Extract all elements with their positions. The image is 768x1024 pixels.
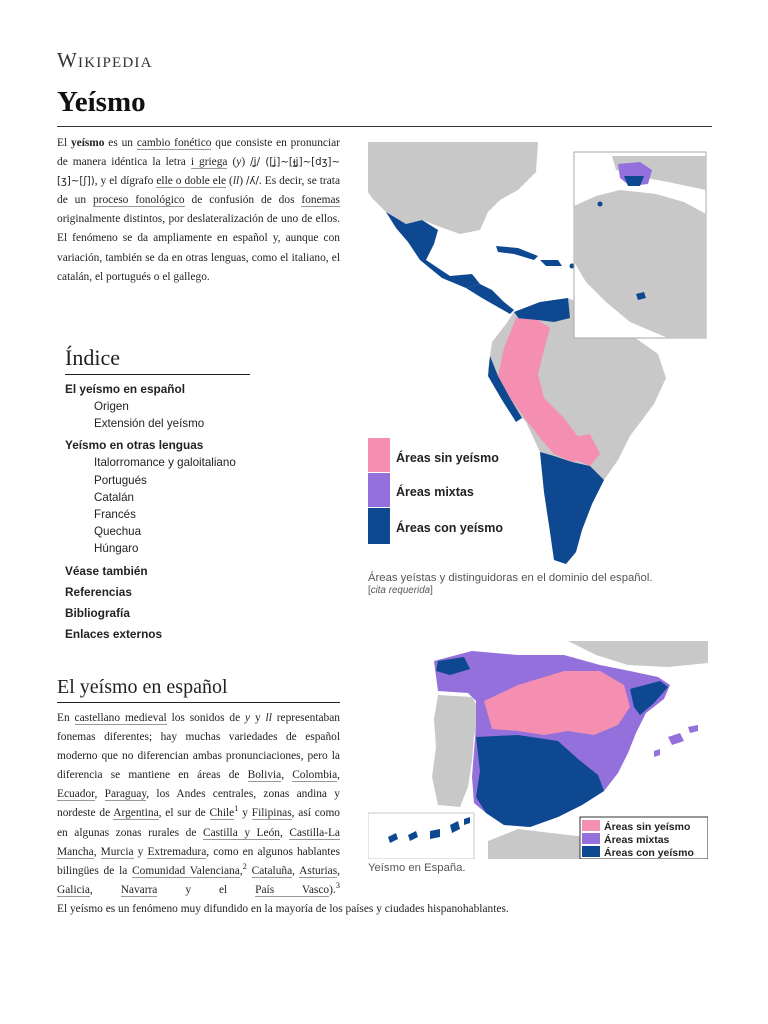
spain-yeismo-map[interactable] bbox=[368, 641, 708, 859]
link-pais-vasco[interactable]: País Vasco bbox=[255, 883, 330, 896]
link-chile[interactable]: Chile bbox=[209, 807, 235, 820]
link-cataluna[interactable]: Cataluña bbox=[251, 864, 293, 877]
link-paraguay[interactable]: Paraguay bbox=[104, 788, 147, 801]
link-castilla-y-leon[interactable]: Castilla y León bbox=[202, 826, 280, 839]
toc-heading: Índice bbox=[65, 345, 250, 375]
spain-legend-mixtas-swatch bbox=[582, 833, 600, 844]
link-fonemas[interactable]: fonemas bbox=[301, 194, 340, 207]
link-cambio-fonetico[interactable]: cambio fonético bbox=[136, 137, 212, 149]
ref-2[interactable]: 2 bbox=[242, 860, 247, 871]
page-title: Yeísmo bbox=[57, 86, 146, 118]
spain-legend-con-swatch bbox=[582, 846, 600, 857]
toc-subitem-hungaro[interactable]: Húngaro bbox=[94, 542, 139, 556]
link-castilla-la-mancha[interactable]: Castilla-La Mancha bbox=[57, 826, 340, 858]
toc-subitem-quechua[interactable]: Quechua bbox=[94, 525, 142, 539]
wikipedia-wordmark[interactable]: Wikipedia bbox=[57, 48, 153, 72]
spain-legend-sin-label: Áreas sin yeísmo bbox=[604, 821, 691, 833]
link-ecuador[interactable]: Ecuador bbox=[57, 788, 95, 801]
toc-item-yeismo-espanol[interactable]: El yeísmo en español Origen Extensión del yeísmo bbox=[65, 382, 250, 432]
title-divider bbox=[57, 126, 712, 127]
spain-legend-con-label: Áreas con yeísmo bbox=[604, 847, 694, 859]
toc-item-enlaces-externos[interactable]: Enlaces externos bbox=[65, 626, 163, 641]
toc-subitem-origen[interactable]: Origen bbox=[94, 400, 129, 413]
section1-paragraph: En castellano medieval los sonidos de y y ll representaban fonemas diferentes; hay muchas variedades de español moderno que no diferencian ambas pronunciaciones, pero la diferencia se mantiene en áreas de Bolivia, Colombia, Ecuador, Paraguay, los Andes centrales, zonas andina y nordeste de Argentina, el sur de Chile$^1$ y Filipinas, así como en algunas zonas rurales de Castilla y León, Castilla-La Mancha, Murcia y Extremadura, como en algunos hablantes bilingües de la Comunidad Valenciana,$^2$ Cataluña, Asturias, Galicia, Navarra y el País Vasco).$^3$ El yeísmo es un fenómeno muy difundido en la mayoría de los países y ciudades hispanohablantes. bbox=[57, 712, 509, 915]
spain-legend-mixtas-label: Áreas mixtas bbox=[604, 834, 670, 846]
link-colombia[interactable]: Colombia bbox=[292, 769, 338, 782]
link-asturias[interactable]: Asturias bbox=[299, 864, 338, 877]
link-galicia[interactable]: Galicia bbox=[57, 883, 90, 896]
figure1-caption: Áreas yeístas y distinguidoras en el dominio del español. bbox=[368, 572, 653, 584]
toc-item-referencias[interactable]: Referencias bbox=[65, 584, 132, 599]
toc-item-bibliografia[interactable]: Bibliografía bbox=[65, 605, 130, 620]
ipa-elle: /ʎ/ bbox=[246, 176, 259, 188]
toc-item-otras-lenguas[interactable]: Yeísmo en otras lenguas Italorromance y galoitaliano Portugués Catalán Francés Quechua Húngaro bbox=[65, 438, 250, 557]
toc-subitem-extension[interactable]: Extensión del yeísmo bbox=[94, 417, 205, 431]
figure-spain-map bbox=[368, 641, 708, 881]
toc-subitem-portugues[interactable]: Portugués bbox=[94, 473, 147, 487]
link-navarra[interactable]: Navarra bbox=[120, 883, 158, 896]
legend-con-label: Áreas con yeísmo bbox=[396, 521, 503, 535]
table-of-contents bbox=[65, 345, 250, 642]
toc-subitem-frances[interactable]: Francés bbox=[94, 508, 136, 522]
toc-item-vease-tambien[interactable]: Véase también bbox=[65, 563, 148, 578]
toc-subitem-italorromance[interactable]: Italorromance y galoitaliano bbox=[94, 456, 236, 470]
legend-con-swatch bbox=[368, 508, 390, 544]
figure-america-map bbox=[368, 142, 708, 600]
link-elle[interactable]: elle o doble ele bbox=[156, 175, 227, 188]
legend-mixtas-swatch bbox=[368, 473, 390, 507]
ipa-yeismo: /ʝ/ ([ʝ]~[ɟʝ]~[dʒ]~[ʒ]~[ʃ]) bbox=[57, 157, 340, 188]
toc-subitem-catalan[interactable]: Catalán bbox=[94, 490, 134, 504]
link-filipinas[interactable]: Filipinas bbox=[251, 807, 292, 820]
link-castellano-medieval[interactable]: castellano medieval bbox=[74, 712, 167, 724]
link-argentina[interactable]: Argentina bbox=[113, 807, 159, 820]
cita-requerida[interactable]: [cita requerida] bbox=[368, 585, 433, 596]
intro-paragraph: El yeísmo es un cambio fonético que consiste en pronunciar de manera idéntica la letra i griega (y) /ʝ/ ([ʝ]~[ɟʝ]~[dʒ]~[ʒ]~[ʃ]), y el dígrafo elle o doble ele (ll) /ʎ/. Es decir, se trata de un proceso fonológico de confusión de dos fonemas originalmente distintos, por deslateralización de uno de ellos. El fenómeno se da ampliamente en español y, aunque con variación, también se da en otras lenguas, como el italiano, el catalán, el portugués o el gallego. bbox=[57, 137, 340, 283]
link-proceso-fonologico[interactable]: proceso fonológico bbox=[92, 194, 185, 207]
link-murcia[interactable]: Murcia bbox=[100, 845, 134, 858]
inset-canarias-islands bbox=[598, 202, 603, 207]
america-yeismo-map[interactable] bbox=[368, 142, 708, 566]
link-i-griega[interactable]: i griega bbox=[190, 156, 228, 169]
link-bolivia[interactable]: Bolivia bbox=[247, 769, 282, 782]
ref-3[interactable]: 3 bbox=[335, 880, 340, 891]
legend-sin-label: Áreas sin yeísmo bbox=[396, 451, 499, 465]
legend-mixtas-label: Áreas mixtas bbox=[396, 485, 474, 499]
section-heading-yeismo-espanol: El yeísmo en español bbox=[57, 676, 340, 703]
link-extremadura[interactable]: Extremadura bbox=[147, 845, 207, 858]
figure2-caption: Yeísmo en España. bbox=[368, 862, 466, 874]
legend-sin-swatch bbox=[368, 438, 390, 472]
spain-legend-sin-swatch bbox=[582, 820, 600, 831]
link-comunidad-valenciana[interactable]: Comunidad Valenciana bbox=[132, 864, 240, 877]
ref-1[interactable]: 1 bbox=[234, 803, 239, 814]
